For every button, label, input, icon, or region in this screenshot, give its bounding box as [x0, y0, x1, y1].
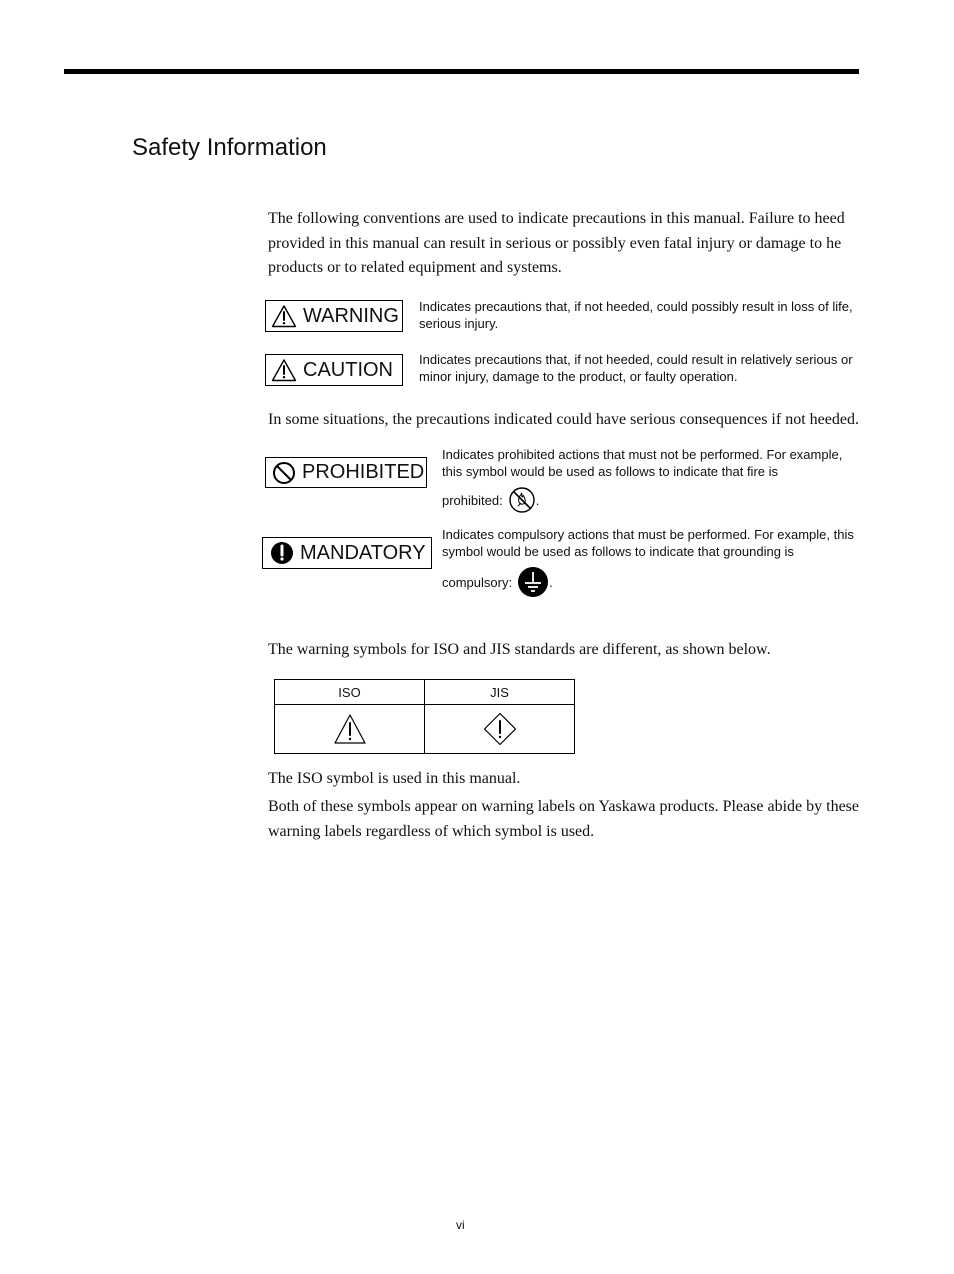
- prohibited-label: PROHIBITED: [302, 461, 425, 483]
- mandatory-label: MANDATORY: [300, 541, 426, 564]
- warning-triangle-icon: [271, 304, 297, 328]
- jis-warning-diamond-icon: [483, 712, 517, 746]
- warning-triangle-icon: [271, 358, 297, 382]
- warning-label-box: [265, 300, 403, 332]
- mandatory-description-block: [442, 526, 857, 598]
- prohibited-circle-icon: [272, 461, 296, 485]
- exclamation-circle-icon: [270, 541, 294, 565]
- prohibited-label-box: [265, 457, 427, 488]
- prohibited-description: Indicates prohibited actions that must not be performed. For example, this symbol would be used as follows to indicate that fire is: [442, 447, 843, 479]
- iso-used-sentence: The ISO symbol is used in this manual.: [268, 770, 521, 787]
- mandatory-example-end: .: [549, 574, 553, 590]
- prohibited-description-block: [442, 446, 857, 514]
- standards-intro: The warning symbols for ISO and JIS standards are different, as shown below.: [268, 641, 771, 658]
- grounding-icon: [517, 566, 549, 598]
- table-icon-row: [275, 705, 575, 754]
- page-title: Safety Information: [132, 134, 327, 161]
- caution-description: Indicates precautions that, if not heeded, could result in relatively serious or minor injury, damage to the product, or faulty operation.: [419, 352, 853, 384]
- mandatory-example: [442, 566, 857, 598]
- page-number: vi: [456, 1218, 465, 1232]
- mandatory-description: Indicates compulsory actions that must be performed. For example, this symbol would be used as follows to indicate that grounding is: [442, 527, 854, 559]
- mandatory-example-label: compulsory:: [442, 574, 513, 590]
- caution-label: CAUTION: [303, 358, 393, 381]
- iso-symbol-cell: [275, 705, 425, 754]
- jis-header: JIS: [425, 680, 575, 705]
- mandatory-label-box: [262, 537, 432, 569]
- caution-label-box: [265, 354, 403, 386]
- warning-description: Indicates precautions that, if not heeded, could possibly result in loss of life, serious injury.: [419, 299, 853, 331]
- header-rule: [64, 69, 859, 74]
- warning-label: WARNING: [303, 304, 399, 327]
- prohibited-example-label: prohibited:: [442, 492, 503, 508]
- both-symbols-paragraph: Both of these symbols appear on warning labels on Yaskawa products. Please abide by these warning labels regardless of which symbol is used.: [268, 798, 859, 840]
- table-header-row: [275, 680, 575, 705]
- no-fire-icon: [508, 486, 536, 514]
- iso-jis-symbol-table: [274, 679, 575, 754]
- intro-paragraph: The following conventions are used to indicate precautions in this manual. Failure to heed provided in this manual can result in serious or possibly even fatal injury or damage to he products or to related equipment and systems.: [268, 210, 845, 276]
- situations-paragraph: In some situations, the precautions indicated could have serious consequences if not heeded.: [268, 411, 859, 428]
- prohibited-example-end: .: [535, 492, 540, 508]
- prohibited-example: [442, 486, 857, 514]
- iso-header: ISO: [275, 680, 425, 705]
- iso-warning-triangle-icon: [333, 713, 367, 745]
- jis-symbol-cell: [425, 705, 575, 754]
